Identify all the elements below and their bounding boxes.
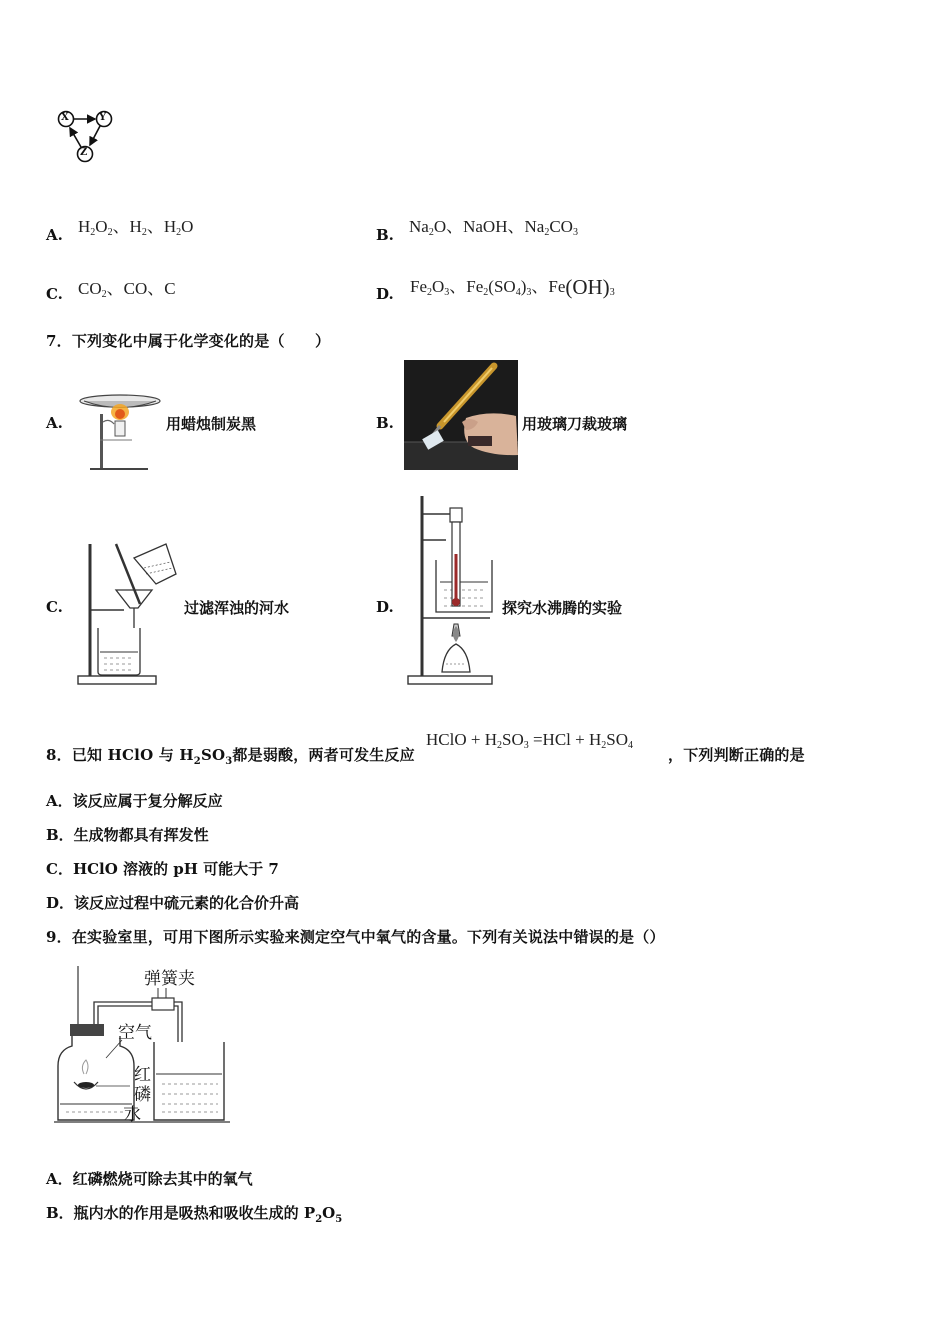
q6-option-a-label: A. bbox=[46, 226, 63, 244]
boiling-water-apparatus bbox=[406, 494, 498, 688]
q7-option-a-caption: 用蜡烛制炭黑 bbox=[166, 415, 257, 433]
node-z: Z bbox=[80, 147, 88, 158]
q7-option-a-label: A. bbox=[46, 414, 63, 432]
q9-option-a: A．红磷燃烧可除去其中的氧气 bbox=[46, 1170, 253, 1188]
q7-question: 7．下列变化中属于化学变化的是（ ） bbox=[46, 332, 331, 350]
q6-option-c-formula: $CO_2$、CO、C bbox=[78, 279, 176, 300]
q6-option-d-label: D. bbox=[376, 285, 394, 303]
q6-option-a-formula: $H_2O_2$、$H_2$、$H_2O$ bbox=[78, 217, 194, 238]
q8-question-start: 8．已知 HClO 与 $H_2SO_3$都是弱酸，两者可发生反应 bbox=[46, 746, 415, 767]
candle-dish-illustration bbox=[76, 392, 162, 472]
q8-question-end: ，下列判断正确的是 bbox=[668, 746, 805, 764]
q6-option-b-label: B. bbox=[376, 226, 394, 244]
filtration-apparatus bbox=[76, 540, 186, 688]
q6-option-c-label: C. bbox=[46, 285, 63, 303]
red-label: 红 bbox=[134, 1065, 151, 1085]
q7-option-c-caption: 过滤浑浊的河水 bbox=[184, 599, 290, 617]
q8-option-d: D．该反应过程中硫元素的化合价升高 bbox=[46, 894, 300, 912]
q9-question: 9．在实验室里，可用下图所示实验来测定空气中氧气的含量。下列有关说法中错误的是（） bbox=[46, 928, 665, 946]
q8-equation: HClO + $H_2SO_3 =HCl + H_2SO_4$ bbox=[426, 730, 633, 751]
q7-option-b-label: B. bbox=[376, 414, 394, 432]
q7-option-c-label: C. bbox=[46, 598, 63, 616]
q8-option-c: C．HClO 溶液的 pH 可能大于 7 bbox=[46, 860, 279, 878]
clamp-label: 弹簧夹 bbox=[144, 969, 195, 989]
node-y: Y bbox=[99, 112, 107, 123]
q9-option-b: B．瓶内水的作用是吸热和吸收生成的 $P_2O_5$ bbox=[46, 1204, 343, 1225]
phosphorus-label: 磷 bbox=[134, 1085, 151, 1105]
air-label: 空气 bbox=[118, 1023, 152, 1043]
q7-option-b-caption: 用玻璃刀裁玻璃 bbox=[522, 415, 628, 433]
q6-option-d-formula: $Fe_2O_3$、$Fe_2(SO_4)_3$、$Fe(OH)_3$ bbox=[410, 275, 615, 299]
q7-option-d-caption: 探究水沸腾的实验 bbox=[502, 599, 623, 617]
node-x: X bbox=[61, 112, 69, 123]
glass-cutter-photo bbox=[404, 360, 518, 470]
q8-option-a: A．该反应属于复分解反应 bbox=[46, 792, 223, 810]
q8-option-b: B．生成物都具有挥发性 bbox=[46, 826, 209, 844]
water-label: 水 bbox=[124, 1105, 141, 1125]
q6-option-b-formula: $Na_2O$、NaOH、$Na_2CO_3$ bbox=[409, 217, 578, 238]
q7-option-d-label: D. bbox=[376, 598, 394, 616]
